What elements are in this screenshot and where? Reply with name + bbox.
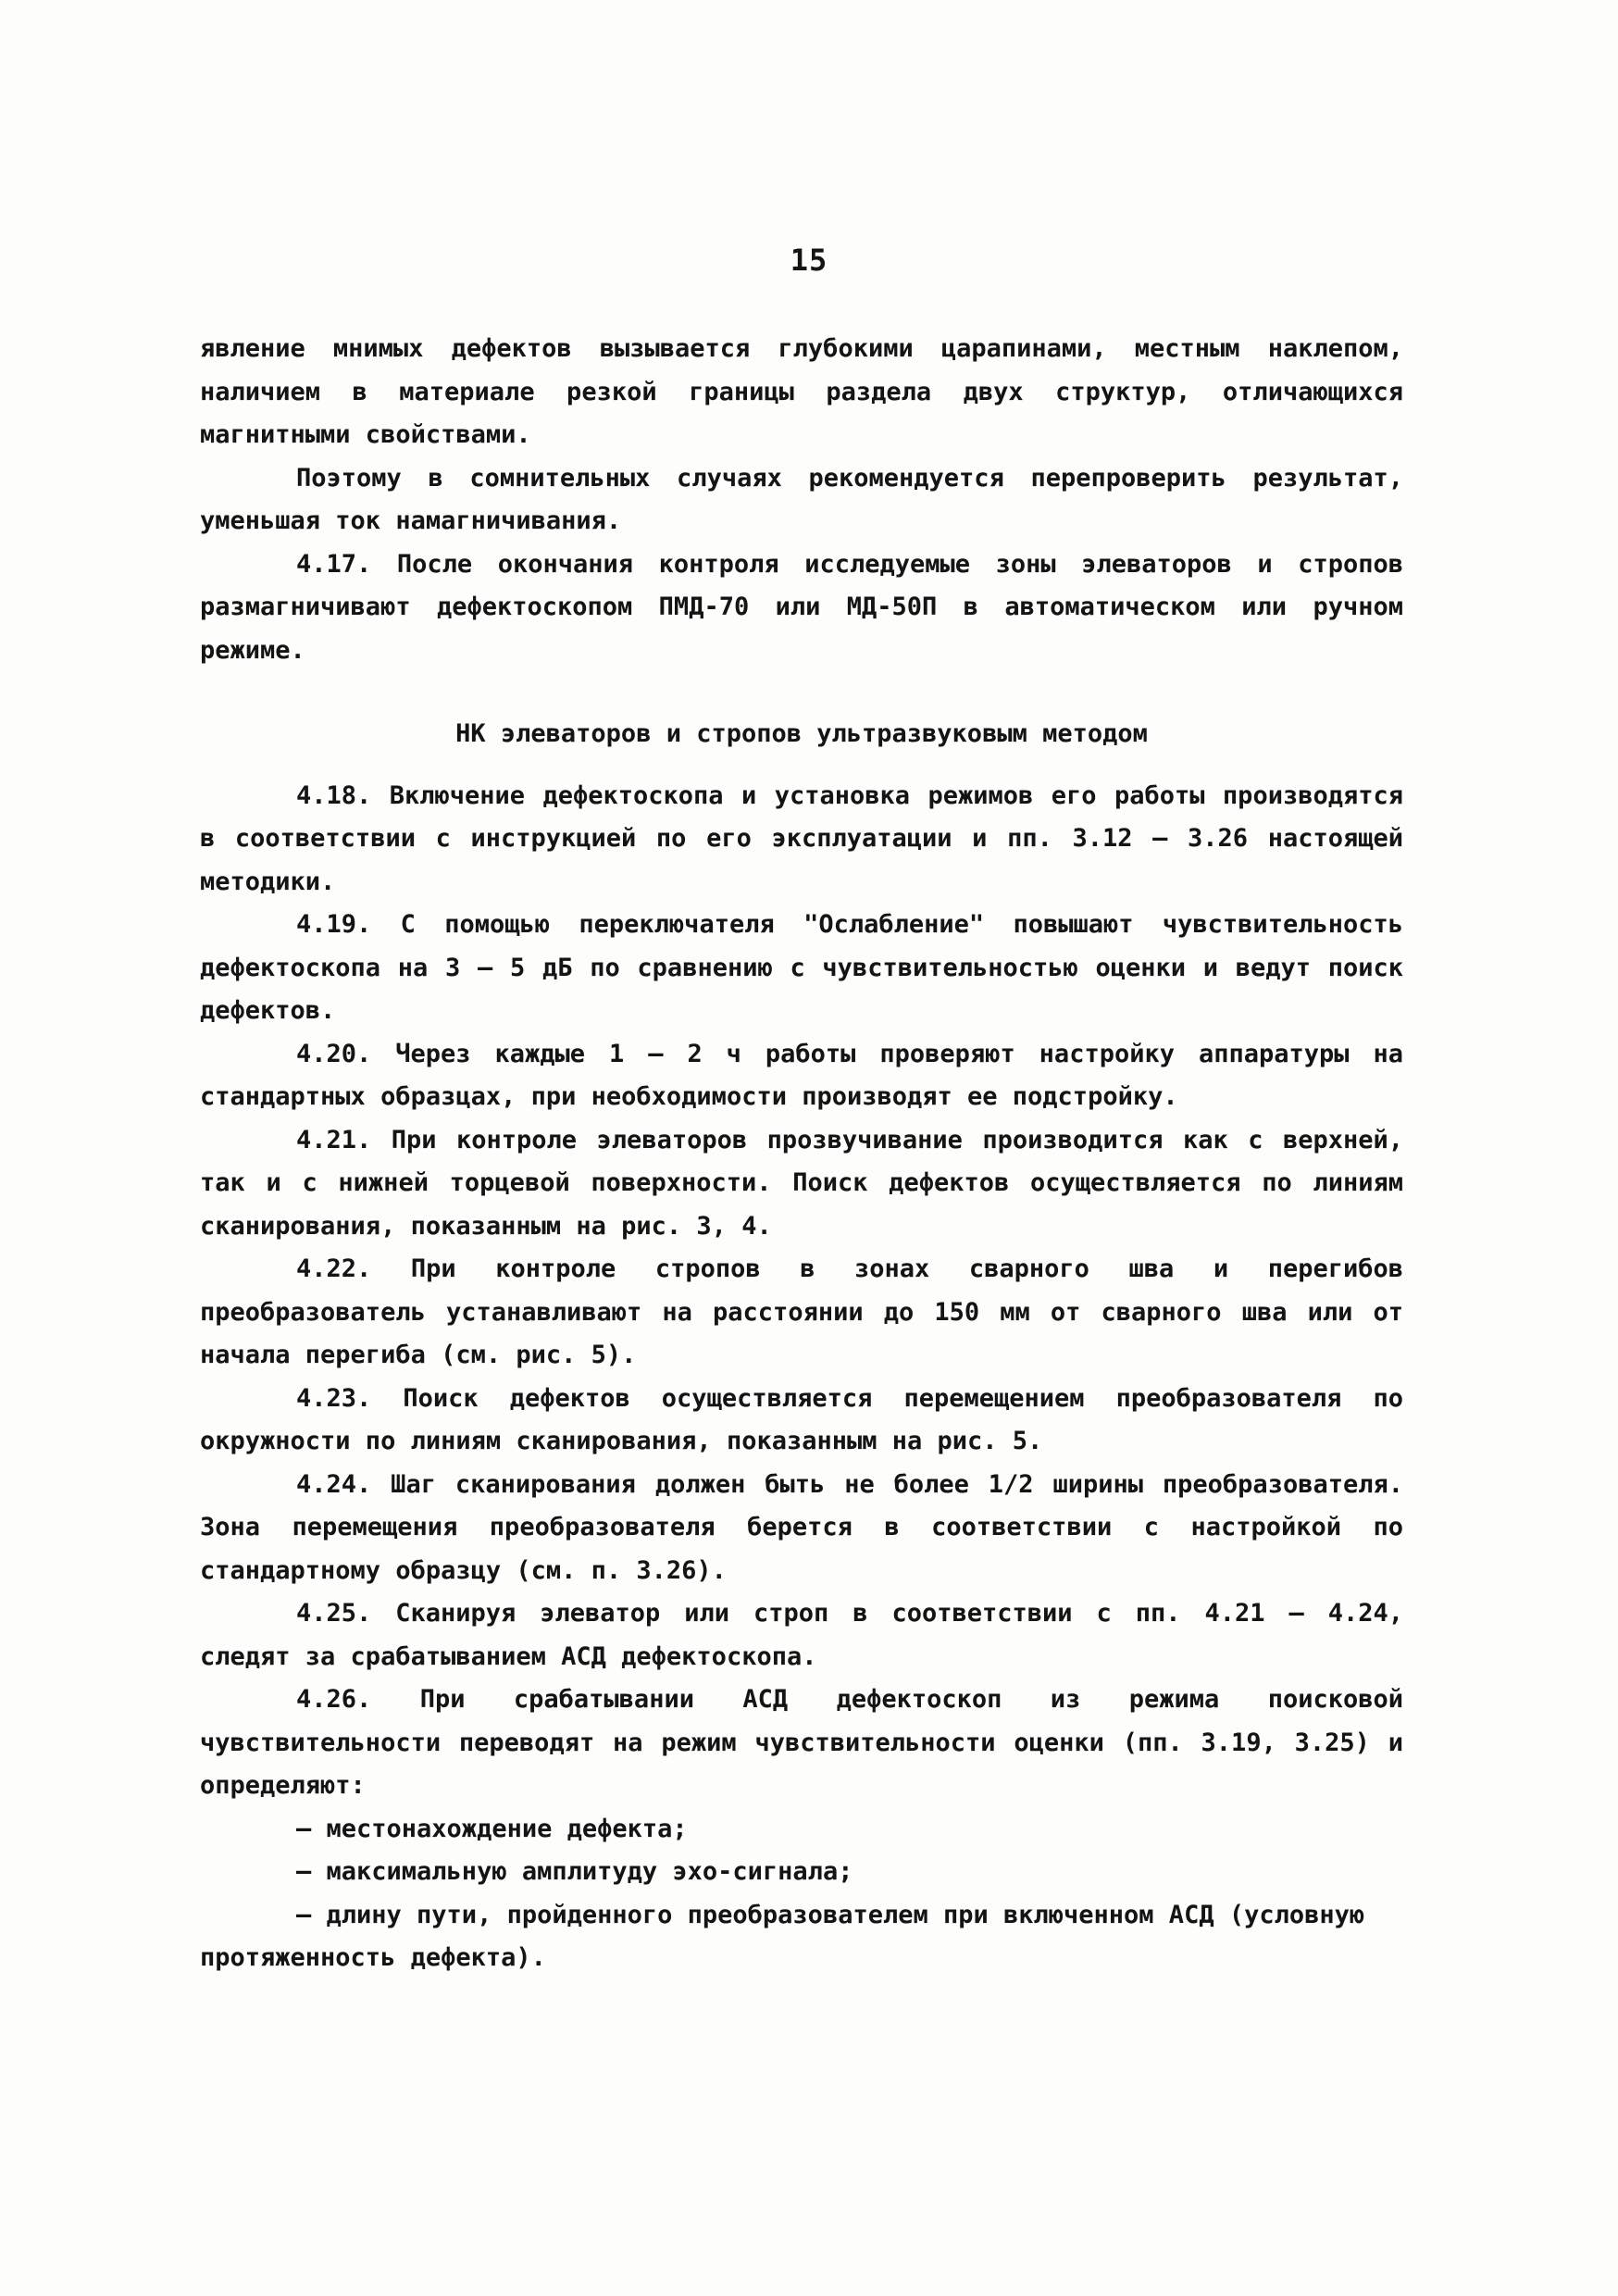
paragraph-4-19: 4.19. С помощью переключателя "Ослабление" повышают чувствительность дефектоскопа на 3 – 5 дБ по сравнению с чувствительностью оценки и ведут поиск дефектов.	[200, 910, 1403, 1025]
page-number: 15	[790, 243, 828, 278]
list-item-defect-location: – местонахождение дефекта;	[296, 1814, 688, 1843]
paragraph-continuation: явление мнимых дефектов вызывается глубокими царапинами, местным наклепом, наличием в материале резкой границы раздела двух структур, отличающихся магнитными свойствами.	[200, 334, 1403, 449]
document-body	[200, 328, 1403, 1980]
paragraph-recheck: Поэтому в сомнительных случаях рекомендуется перепроверить результат, уменьшая ток намагничивания.	[200, 463, 1403, 535]
paragraph-4-23: 4.23. Поиск дефектов осуществляется перемещением преобразователя по окружности по линиям сканирования, показанным на рис. 5.	[200, 1383, 1403, 1455]
paragraph-4-21: 4.21. При контроле элеваторов прозвучивание производится как с верхней, так и с нижней торцевой поверхности. Поиск дефектов осуществляется по линиям сканирования, показанным на рис. 3, 4.	[200, 1125, 1403, 1241]
list-item-path-length: – длину пути, пройденного преобразователем при включенном АСД (условную протяженность дефекта).	[200, 1900, 1365, 1972]
paragraph-4-25: 4.25. Сканируя элеватор или строп в соответствии с пп. 4.21 – 4.24, следят за срабатыванием АСД дефектоскопа.	[200, 1599, 1403, 1671]
paragraph-4-18: 4.18. Включение дефектоскопа и установка режимов его работы производятся в соответствии с инструкцией по его эксплуатации и пп. 3.12 – 3.26 настоящей методики.	[200, 780, 1403, 896]
paragraph-4-26: 4.26. При срабатывании АСД дефектоскоп из режима поисковой чувствительности переводят на режим чувствительности оценки (пп. 3.19, 3.25) и определяют:	[200, 1685, 1403, 1800]
section-heading: НК элеваторов и стропов ультразвуковым методом	[455, 719, 1148, 748]
list-item-echo-amplitude: – максимальную амплитуду эхо-сигнала;	[296, 1857, 853, 1886]
paragraph-4-17: 4.17. После окончания контроля исследуемые зоны элеваторов и стропов размагничивают дефектоскопом ПМД-70 или МД-50П в автоматическом или ручном режиме.	[200, 549, 1403, 665]
paragraph-4-22: 4.22. При контроле стропов в зонах сварного шва и перегибов преобразователь устанавливают на расстоянии до 150 мм от сварного шва или от начала перегиба (см. рис. 5).	[200, 1254, 1403, 1369]
paragraph-4-24: 4.24. Шаг сканирования должен быть не более 1/2 ширины преобразователя. Зона перемещения преобразователя берется в соответствии с настройкой по стандартному образцу (см. п. 3.26).	[200, 1469, 1403, 1585]
paragraph-4-20: 4.20. Через каждые 1 – 2 ч работы проверяют настройку аппаратуры на стандартных образцах, при необходимости производят ее подстройку.	[200, 1039, 1403, 1111]
